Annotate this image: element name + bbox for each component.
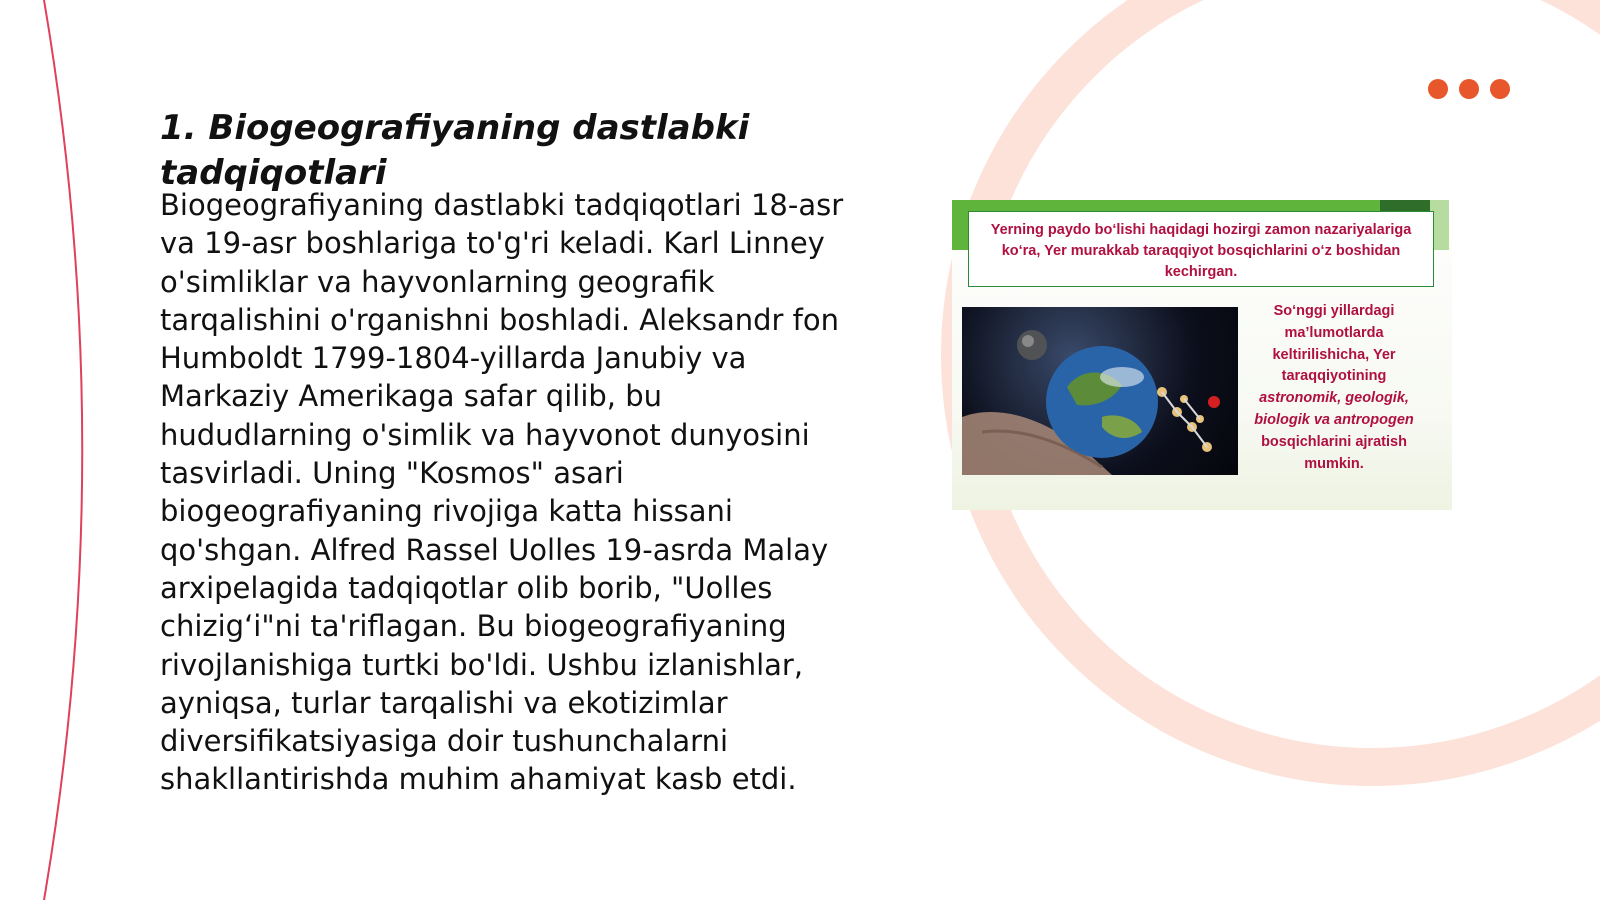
decorative-dots — [1428, 79, 1510, 99]
figure-panel — [952, 200, 1452, 510]
earth-in-hand-image — [962, 307, 1238, 475]
figure-side-text — [1242, 301, 1426, 475]
dot-1 — [1428, 79, 1448, 99]
dot-3 — [1490, 79, 1510, 99]
slide-title: 1. Biogeografiyaning dastlabki tadqiqotlari — [160, 108, 750, 193]
side-text-italic: astronomik, geologik, biologik va antropogen — [1254, 390, 1414, 428]
dot-2 — [1459, 79, 1479, 99]
slide-body-text: Biogeografiyaning dastlabki tadqiqotlari 18-asr va 19-asr boshlariga to'g'ri keladi. Karl Linney o'simliklar va hayvonlarning geografik tarqalishini o'rganishni boshladi. Aleksandr fon Humboldt 1799-1804-yillarda Janubiy va Markaziy Amerikaga safar qilib, bu hududlarning o'simlik va hayvonot dunyosini tasvirladi. Uning "Kosmos" asari biogeografiyaning rivojiga katta hissani qo'shgan. Alfred Rassel Uolles 19-asrda Malay arxipelagida tadqiqotlar olib borib, "Uolles chizig‘i"ni ta'riflagan. Bu biogeografiyaning rivojlanishiga turtki bo'ldi. Ushbu izlanishlar, ayniqsa, turlar tarqalishi va ekotizimlar diversifikatsiyasiga doir tushunchalarni shakllantirishda muhim ahamiyat kasb etdi. — [160, 188, 844, 797]
side-text-end: bosqichlarini ajratish mumkin. — [1261, 433, 1407, 472]
figure-caption: Yerning paydo bo‘lishi haqidagi hozirgi zamon nazariyalariga ko‘ra, Yer murakkab taraqqiyot bosqichlarini o‘z boshidan kechirgan. — [968, 211, 1434, 287]
side-text-plain: So‘nggi yillardagi ma’lumotlarda keltirilishicha, Yer taraqqiyotining — [1272, 303, 1396, 385]
